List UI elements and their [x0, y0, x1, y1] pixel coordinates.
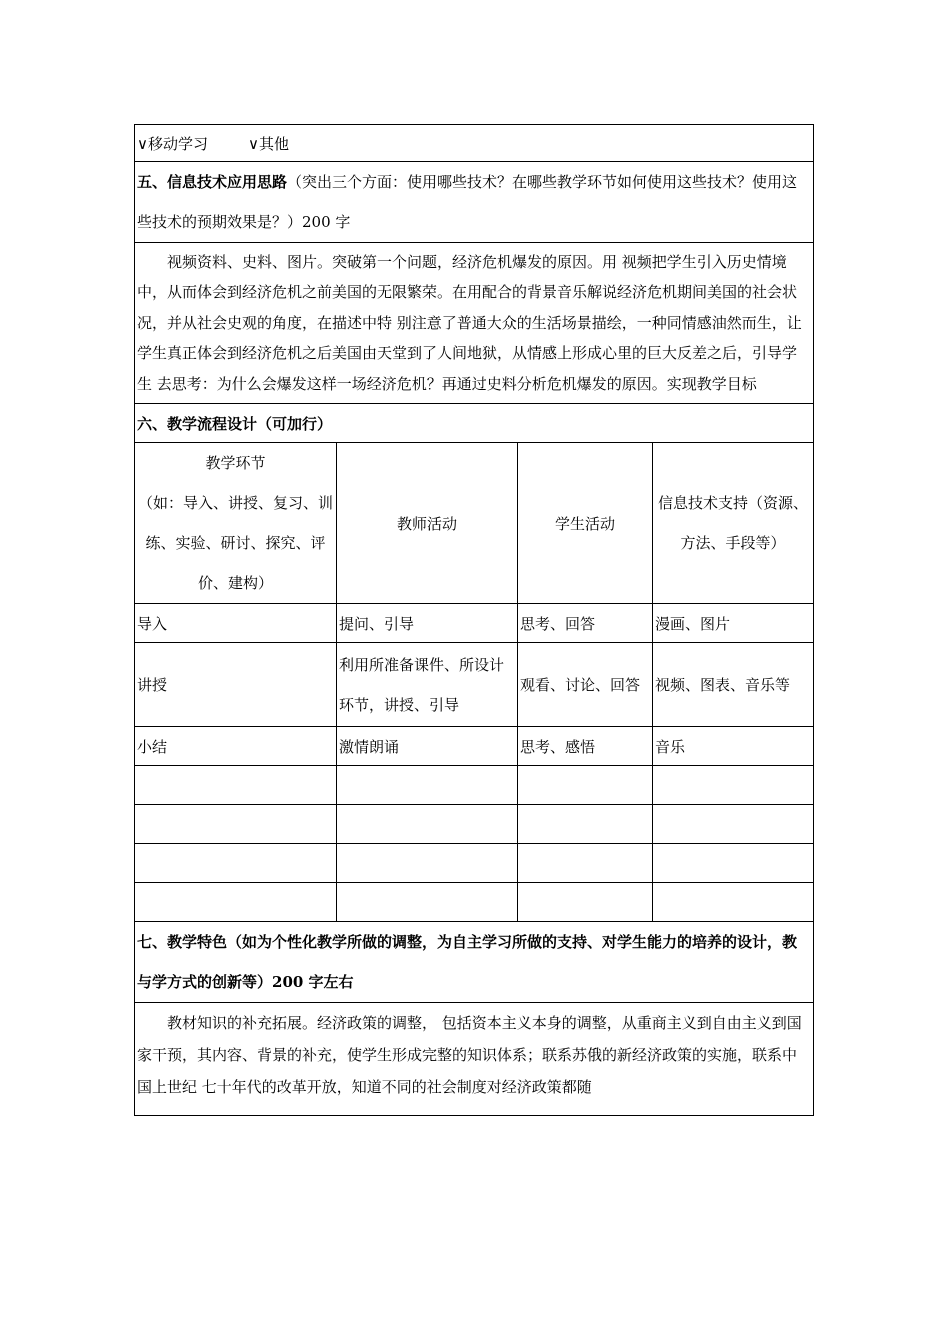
section5-prompt: （突出三个方面：使用哪些技术？在哪些教学环节如何使用这些技术？使用这些技术的预期效果是？）200 字: [137, 173, 798, 231]
tech-cell: 音乐: [653, 727, 814, 766]
flow-table-header-row: [135, 443, 814, 604]
mobile-learning-option: ∨移动学习: [137, 134, 208, 153]
student-cell: 观看、讨论、回答: [518, 643, 653, 727]
student-cell: 思考、感悟: [518, 727, 653, 766]
section7-header-row: [135, 922, 814, 1003]
student-cell: 思考、回答: [518, 604, 653, 643]
section5-title: 五、信息技术应用思路: [137, 173, 288, 191]
section5-body-row: [135, 243, 814, 404]
section7-body-row: [135, 1003, 814, 1116]
tech-cell: 视频、图表、音乐等: [653, 643, 814, 727]
other-option: ∨其他: [247, 134, 289, 153]
section7-body: 教材知识的补充拓展。经济政策的调整， 包括资本主义本身的调整，从重商主义到自由主义到国家干预，其内容、背景的补充，使学生形成完整的知识体系；联系苏俄的新经济政策的实施，联系中国上世纪 七十年代的改革开放，知道不同的社会制度对经济政策都随: [135, 1003, 814, 1116]
teacher-cell: 激情朗诵: [337, 727, 518, 766]
empty-row: [135, 883, 814, 922]
stage-cell: 导入: [135, 604, 337, 643]
section6-title: 六、教学流程设计（可加行）: [135, 404, 814, 443]
empty-row: [135, 766, 814, 805]
table-row: [135, 604, 814, 643]
col-header-student: 学生活动: [518, 443, 653, 604]
table-row: [135, 643, 814, 727]
tech-cell: 漫画、图片: [653, 604, 814, 643]
lesson-plan-table: [134, 124, 814, 1116]
stage-cell: 小结: [135, 727, 337, 766]
empty-row: [135, 844, 814, 883]
empty-row: [135, 805, 814, 844]
stage-cell: 讲授: [135, 643, 337, 727]
section6-header-row: [135, 404, 814, 443]
teacher-cell: 利用所准备课件、所设计环节，讲授、引导: [337, 643, 518, 727]
col-header-tech: 信息技术支持（资源、方法、手段等）: [653, 443, 814, 604]
col-header-stage: [135, 443, 337, 604]
section5-header-row: [135, 162, 814, 243]
col-header-stage-title: 教学环节: [205, 454, 266, 473]
col-header-stage-examples: （如：导入、讲授、复习、训练、实验、研讨、探究、评价、建构）: [137, 494, 333, 593]
section7-title: 七、教学特色（如为个性化教学所做的调整，为自主学习所做的支持、对学生能力的培养的设计，教与学方式的创新等）200 字左右: [135, 922, 814, 1003]
teacher-cell: 提问、引导: [337, 604, 518, 643]
col-header-teacher: 教师活动: [337, 443, 518, 604]
section5-body: 视频资料、史料、图片。突破第一个问题，经济危机爆发的原因。用 视频把学生引入历史情境中，从而体会到经济危机之前美国的无限繁荣。在用配合的背景音乐解说经济危机期间美国的社会状况，并从社会史观的角度，在描述中特 别注意了普通大众的生活场景描绘，一种同情感油然而生，让学生真正体会到经济危机之后美国由天堂到了人间地狱，从情感上形成心里的巨大反差之后，引导学生 去思考：为什么会爆发这样一场经济危机？再通过史料分析危机爆发的原因。实现教学目标: [135, 243, 814, 404]
tech-checklist-row: [135, 125, 814, 162]
table-row: [135, 727, 814, 766]
